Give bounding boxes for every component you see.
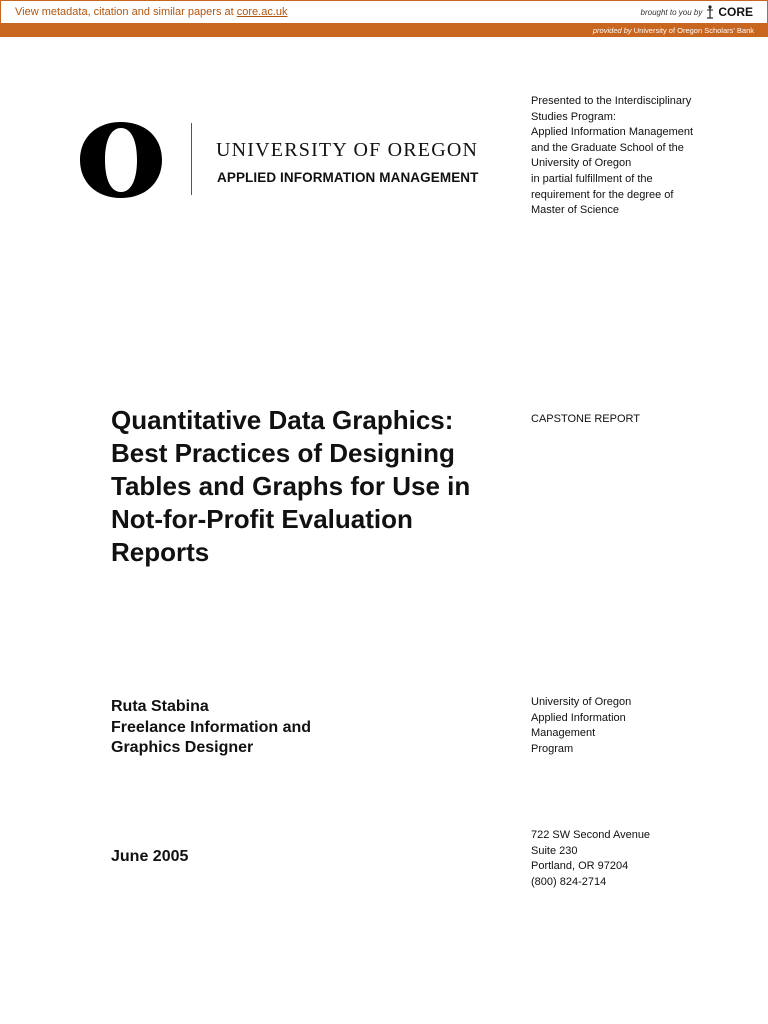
core-link[interactable]: core.ac.uk xyxy=(236,6,288,18)
program-line: Program xyxy=(531,742,574,755)
department-name: APPLIED INFORMATION MANAGEMENT xyxy=(217,170,479,185)
program-line: Management xyxy=(531,727,596,740)
logo-divider xyxy=(191,123,192,195)
title-line: Reports xyxy=(111,537,210,567)
author-name: Ruta Stabina xyxy=(111,698,209,715)
presented-line: Master of Science xyxy=(531,204,620,217)
report-type xyxy=(531,412,731,428)
program-block xyxy=(531,695,731,757)
phone-number: (800) 824-2714 xyxy=(531,875,607,888)
title-line: Not-for-Profit Evaluation xyxy=(111,504,413,534)
presented-statement xyxy=(531,94,731,219)
title-line: Quantitative Data Graphics: xyxy=(111,405,454,435)
author-block xyxy=(111,697,471,759)
address-block xyxy=(531,828,731,890)
presented-line: and the Graduate School of the xyxy=(531,141,684,154)
core-logo-text: CORE xyxy=(718,5,753,19)
title-line: Tables and Graphs for Use in xyxy=(111,471,471,501)
core-logo-icon xyxy=(705,5,715,19)
presented-line: University of Oregon xyxy=(531,157,632,170)
presented-line: Studies Program: xyxy=(531,110,616,123)
core-banner xyxy=(0,0,768,24)
provided-label: provided by xyxy=(592,26,632,35)
address-line: Portland, OR 97204 xyxy=(531,860,629,873)
uo-o-logo-icon xyxy=(78,122,164,198)
title-line: Best Practices of Designing xyxy=(111,438,455,468)
author-role: Graphics Designer xyxy=(111,739,254,756)
presented-line: Applied Information Management xyxy=(531,126,694,139)
provided-by-bar xyxy=(0,24,768,37)
presented-line: Presented to the Interdisciplinary xyxy=(531,95,692,107)
program-line: University of Oregon xyxy=(531,696,632,708)
core-brought-text: brought to you by xyxy=(640,7,703,17)
program-line: Applied Information xyxy=(531,711,626,724)
core-brand[interactable] xyxy=(641,3,754,21)
uo-o-logo xyxy=(78,122,164,198)
report-title xyxy=(111,404,511,569)
core-metadata-text xyxy=(15,6,288,18)
author-role: Freelance Information and xyxy=(111,718,312,736)
report-type-label: CAPSTONE REPORT xyxy=(531,413,641,425)
address-line: 722 SW Second Avenue xyxy=(531,829,651,841)
presented-line: in partial fulfillment of the xyxy=(531,172,653,185)
provided-source: University of Oregon Scholars' Bank xyxy=(633,26,754,35)
report-date: June 2005 xyxy=(111,848,189,865)
presented-line: requirement for the degree of xyxy=(531,188,674,201)
university-name: UNIVERSITY OF OREGON xyxy=(216,139,479,161)
core-link-prefix: View metadata, citation and similar papers at xyxy=(15,6,234,18)
address-line: Suite 230 xyxy=(531,844,578,857)
